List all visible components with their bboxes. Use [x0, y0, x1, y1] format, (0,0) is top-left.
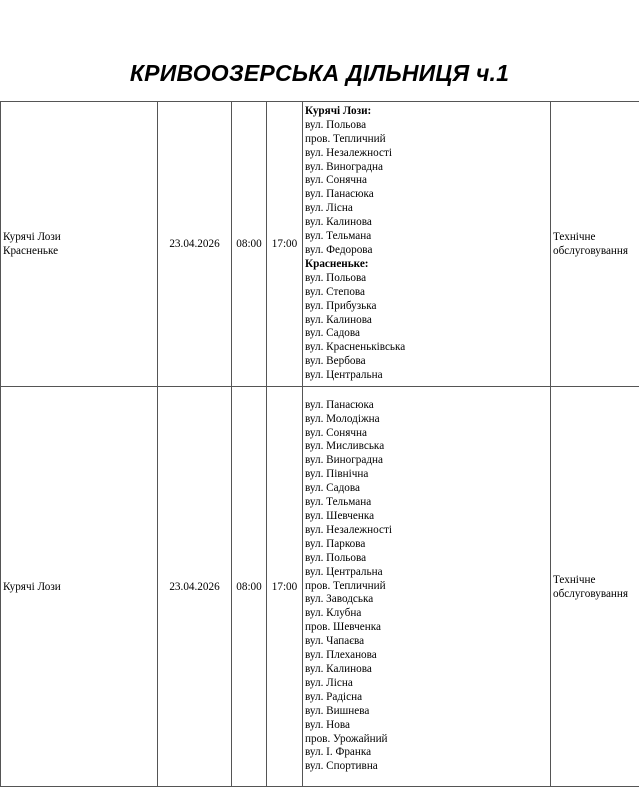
- street-item: вул. Прибузька: [305, 300, 548, 314]
- work-type-text: обслуговування: [553, 587, 639, 601]
- street-item: вул. Калинова: [305, 216, 548, 230]
- street-item: вул. Панасюка: [305, 188, 548, 202]
- locality-name: Курячі Лози: [3, 580, 155, 594]
- street-item: вул. Паркова: [305, 538, 548, 552]
- date-cell: 23.04.2026: [158, 102, 232, 387]
- street-item: вул. Незалежності: [305, 147, 548, 161]
- locality-cell: [1, 387, 158, 787]
- street-item: пров. Шевченка: [305, 621, 548, 635]
- street-item: вул. Федорова: [305, 244, 548, 258]
- street-item: вул. Степова: [305, 286, 548, 300]
- work-type-cell: [551, 102, 639, 387]
- street-item: вул. Шевченка: [305, 510, 548, 524]
- date-cell: 23.04.2026: [158, 387, 232, 787]
- table-row: [1, 102, 639, 387]
- street-item: вул. Незалежності: [305, 524, 548, 538]
- street-item: вул. Панасюка: [305, 399, 548, 413]
- street-item: вул. Вишнева: [305, 705, 548, 719]
- street-item: вул. І. Франка: [305, 746, 548, 760]
- street-item: вул. Польова: [305, 119, 548, 133]
- table-row: [1, 387, 639, 787]
- street-item: вул. Лісна: [305, 677, 548, 691]
- work-type-text: Технічне: [553, 230, 639, 244]
- end-time-cell: 17:00: [267, 102, 303, 387]
- locality-cell: [1, 102, 158, 387]
- street-item: вул. Клубна: [305, 607, 548, 621]
- street-item: вул. Вербова: [305, 355, 548, 369]
- street-item: вул. Польова: [305, 552, 548, 566]
- street-item: вул. Красненьківська: [305, 341, 548, 355]
- end-time-cell: 17:00: [267, 387, 303, 787]
- streets-cell: [303, 387, 551, 787]
- document-title: КРИВООЗЕРСЬКА ДІЛЬНИЦЯ ч.1: [0, 56, 639, 90]
- street-item: вул. Чапаєва: [305, 635, 548, 649]
- street-item: вул. Садова: [305, 327, 548, 341]
- start-time-cell: 08:00: [232, 387, 267, 787]
- street-item: вул. Калинова: [305, 314, 548, 328]
- street-item: вул. Калинова: [305, 663, 548, 677]
- streets-cell: [303, 102, 551, 387]
- street-item: пров. Тепличний: [305, 133, 548, 147]
- street-item: вул. Плеханова: [305, 649, 548, 663]
- street-item: вул. Радісна: [305, 691, 548, 705]
- street-item: вул. Заводська: [305, 593, 548, 607]
- street-item: вул. Садова: [305, 482, 548, 496]
- street-item: вул. Виноградна: [305, 161, 548, 175]
- street-item: вул. Лісна: [305, 202, 548, 216]
- street-item: вул. Центральна: [305, 369, 548, 383]
- work-type-cell: [551, 387, 639, 787]
- street-item: вул. Мисливська: [305, 440, 548, 454]
- street-item: вул. Сонячна: [305, 427, 548, 441]
- street-group-heading: Красненьке:: [305, 258, 548, 272]
- street-group-heading: Курячі Лози:: [305, 105, 548, 119]
- street-item: вул. Північна: [305, 468, 548, 482]
- work-type-text: обслуговування: [553, 244, 639, 258]
- street-item: вул. Тельмана: [305, 230, 548, 244]
- street-item: вул. Центральна: [305, 566, 548, 580]
- street-item: вул. Спортивна: [305, 760, 548, 774]
- locality-name: Красненьке: [3, 244, 155, 258]
- street-item: вул. Нова: [305, 719, 548, 733]
- start-time-cell: 08:00: [232, 102, 267, 387]
- street-item: вул. Тельмана: [305, 496, 548, 510]
- outage-schedule-table: [0, 101, 639, 787]
- street-item: вул. Молодіжна: [305, 413, 548, 427]
- locality-name: Курячі Лози: [3, 230, 155, 244]
- street-item: пров. Тепличний: [305, 580, 548, 594]
- street-item: вул. Польова: [305, 272, 548, 286]
- street-item: вул. Сонячна: [305, 174, 548, 188]
- street-item: вул. Виноградна: [305, 454, 548, 468]
- street-item: пров. Урожайний: [305, 733, 548, 747]
- work-type-text: Технічне: [553, 573, 639, 587]
